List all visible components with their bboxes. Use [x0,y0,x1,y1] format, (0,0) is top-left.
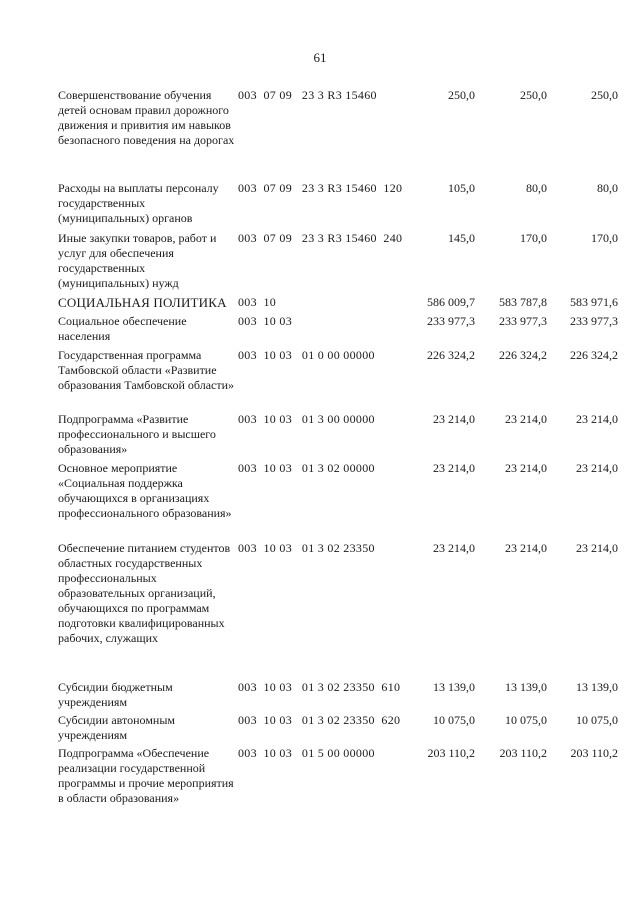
row-value-2: 170,0 [520,231,547,245]
row-value-2: 23 214,0 [505,412,547,426]
row-value-3: 170,0 [591,231,618,245]
row-code: 003 10 03 01 3 02 23350 620 [238,713,401,727]
row-value-2: 13 139,0 [505,680,547,694]
row-value-1: 226 324,2 [427,348,475,362]
row-value-2: 203 110,2 [499,746,547,760]
row-value-3: 23 214,0 [576,461,618,475]
row-code: 003 10 03 01 0 00 00000 [238,348,375,362]
row-value-1: 13 139,0 [433,680,475,694]
row-value-1: 250,0 [448,88,475,102]
row-value-1: 586 009,7 [427,295,475,309]
row-value-3: 23 214,0 [576,412,618,426]
row-value-1: 233 977,3 [427,314,475,328]
row-value-2: 23 214,0 [505,461,547,475]
row-value-2: 583 787,8 [499,295,547,309]
row-value-1: 23 214,0 [433,412,475,426]
row-description: Подпрограмма «Развитие профессионального и высшего образования» [58,412,216,456]
page-number: 61 [313,50,327,65]
row-value-3: 203 110,2 [570,746,618,760]
row-value-1: 105,0 [448,181,475,195]
row-value-2: 10 075,0 [505,713,547,727]
row-value-2: 250,0 [520,88,547,102]
row-description: Расходы на выплаты персоналу государственных (муниципальных) органов [58,181,219,225]
row-value-1: 23 214,0 [433,461,475,475]
row-code: 003 10 03 01 3 02 00000 [238,461,375,475]
row-description: Подпрограмма «Обеспечение реализации государственной программы и прочие мероприятия в области образования» [58,746,234,805]
row-description: Субсидии автономным учреждениям [58,713,175,742]
row-value-1: 23 214,0 [433,541,475,555]
row-code: 003 10 03 01 3 02 23350 610 [238,680,401,694]
row-value-2: 80,0 [526,181,547,195]
row-description: Совершенствование обучения детей основам правил дорожного движения и привития им навыков безопасного поведения на дорогах [58,88,235,147]
row-value-3: 583 971,6 [570,295,618,309]
row-value-3: 250,0 [591,88,618,102]
row-description: Иные закупки товаров, работ и услуг для обеспечения государственных (муниципальных) нужд [58,231,217,290]
row-value-1: 145,0 [448,231,475,245]
row-value-2: 23 214,0 [505,541,547,555]
row-code: 003 10 03 01 3 02 23350 [238,541,375,555]
row-value-1: 10 075,0 [433,713,475,727]
row-value-3: 226 324,2 [570,348,618,362]
row-code: 003 10 [238,295,277,309]
row-code: 003 07 09 23 3 R3 15460 [238,88,377,102]
row-description: СОЦИАЛЬНАЯ ПОЛИТИКА [58,295,227,310]
row-value-2: 226 324,2 [499,348,547,362]
row-value-2: 233 977,3 [499,314,547,328]
row-code: 003 07 09 23 3 R3 15460 240 [238,231,403,245]
row-value-3: 233 977,3 [570,314,618,328]
row-value-3: 23 214,0 [576,541,618,555]
row-description: Государственная программа Тамбовской области «Развитие образования Тамбовской области» [58,348,235,392]
row-description: Основное мероприятие «Социальная поддержка обучающихся в организациях профессионального образования» [58,461,232,520]
row-value-3: 10 075,0 [576,713,618,727]
row-code: 003 10 03 01 3 00 00000 [238,412,375,426]
row-value-3: 80,0 [597,181,618,195]
row-code: 003 10 03 [238,314,292,328]
row-description: Субсидии бюджетным учреждениям [58,680,173,709]
row-value-1: 203 110,2 [427,746,475,760]
row-value-3: 13 139,0 [576,680,618,694]
row-code: 003 07 09 23 3 R3 15460 120 [238,181,403,195]
row-code: 003 10 03 01 5 00 00000 [238,746,375,760]
row-description: Социальное обеспечение населения [58,314,187,343]
row-description: Обеспечение питанием студентов областных государственных профессиональных образовательных организаций, обучающихся по программам подготовки квалифицированных рабочих, служащих [58,541,231,645]
